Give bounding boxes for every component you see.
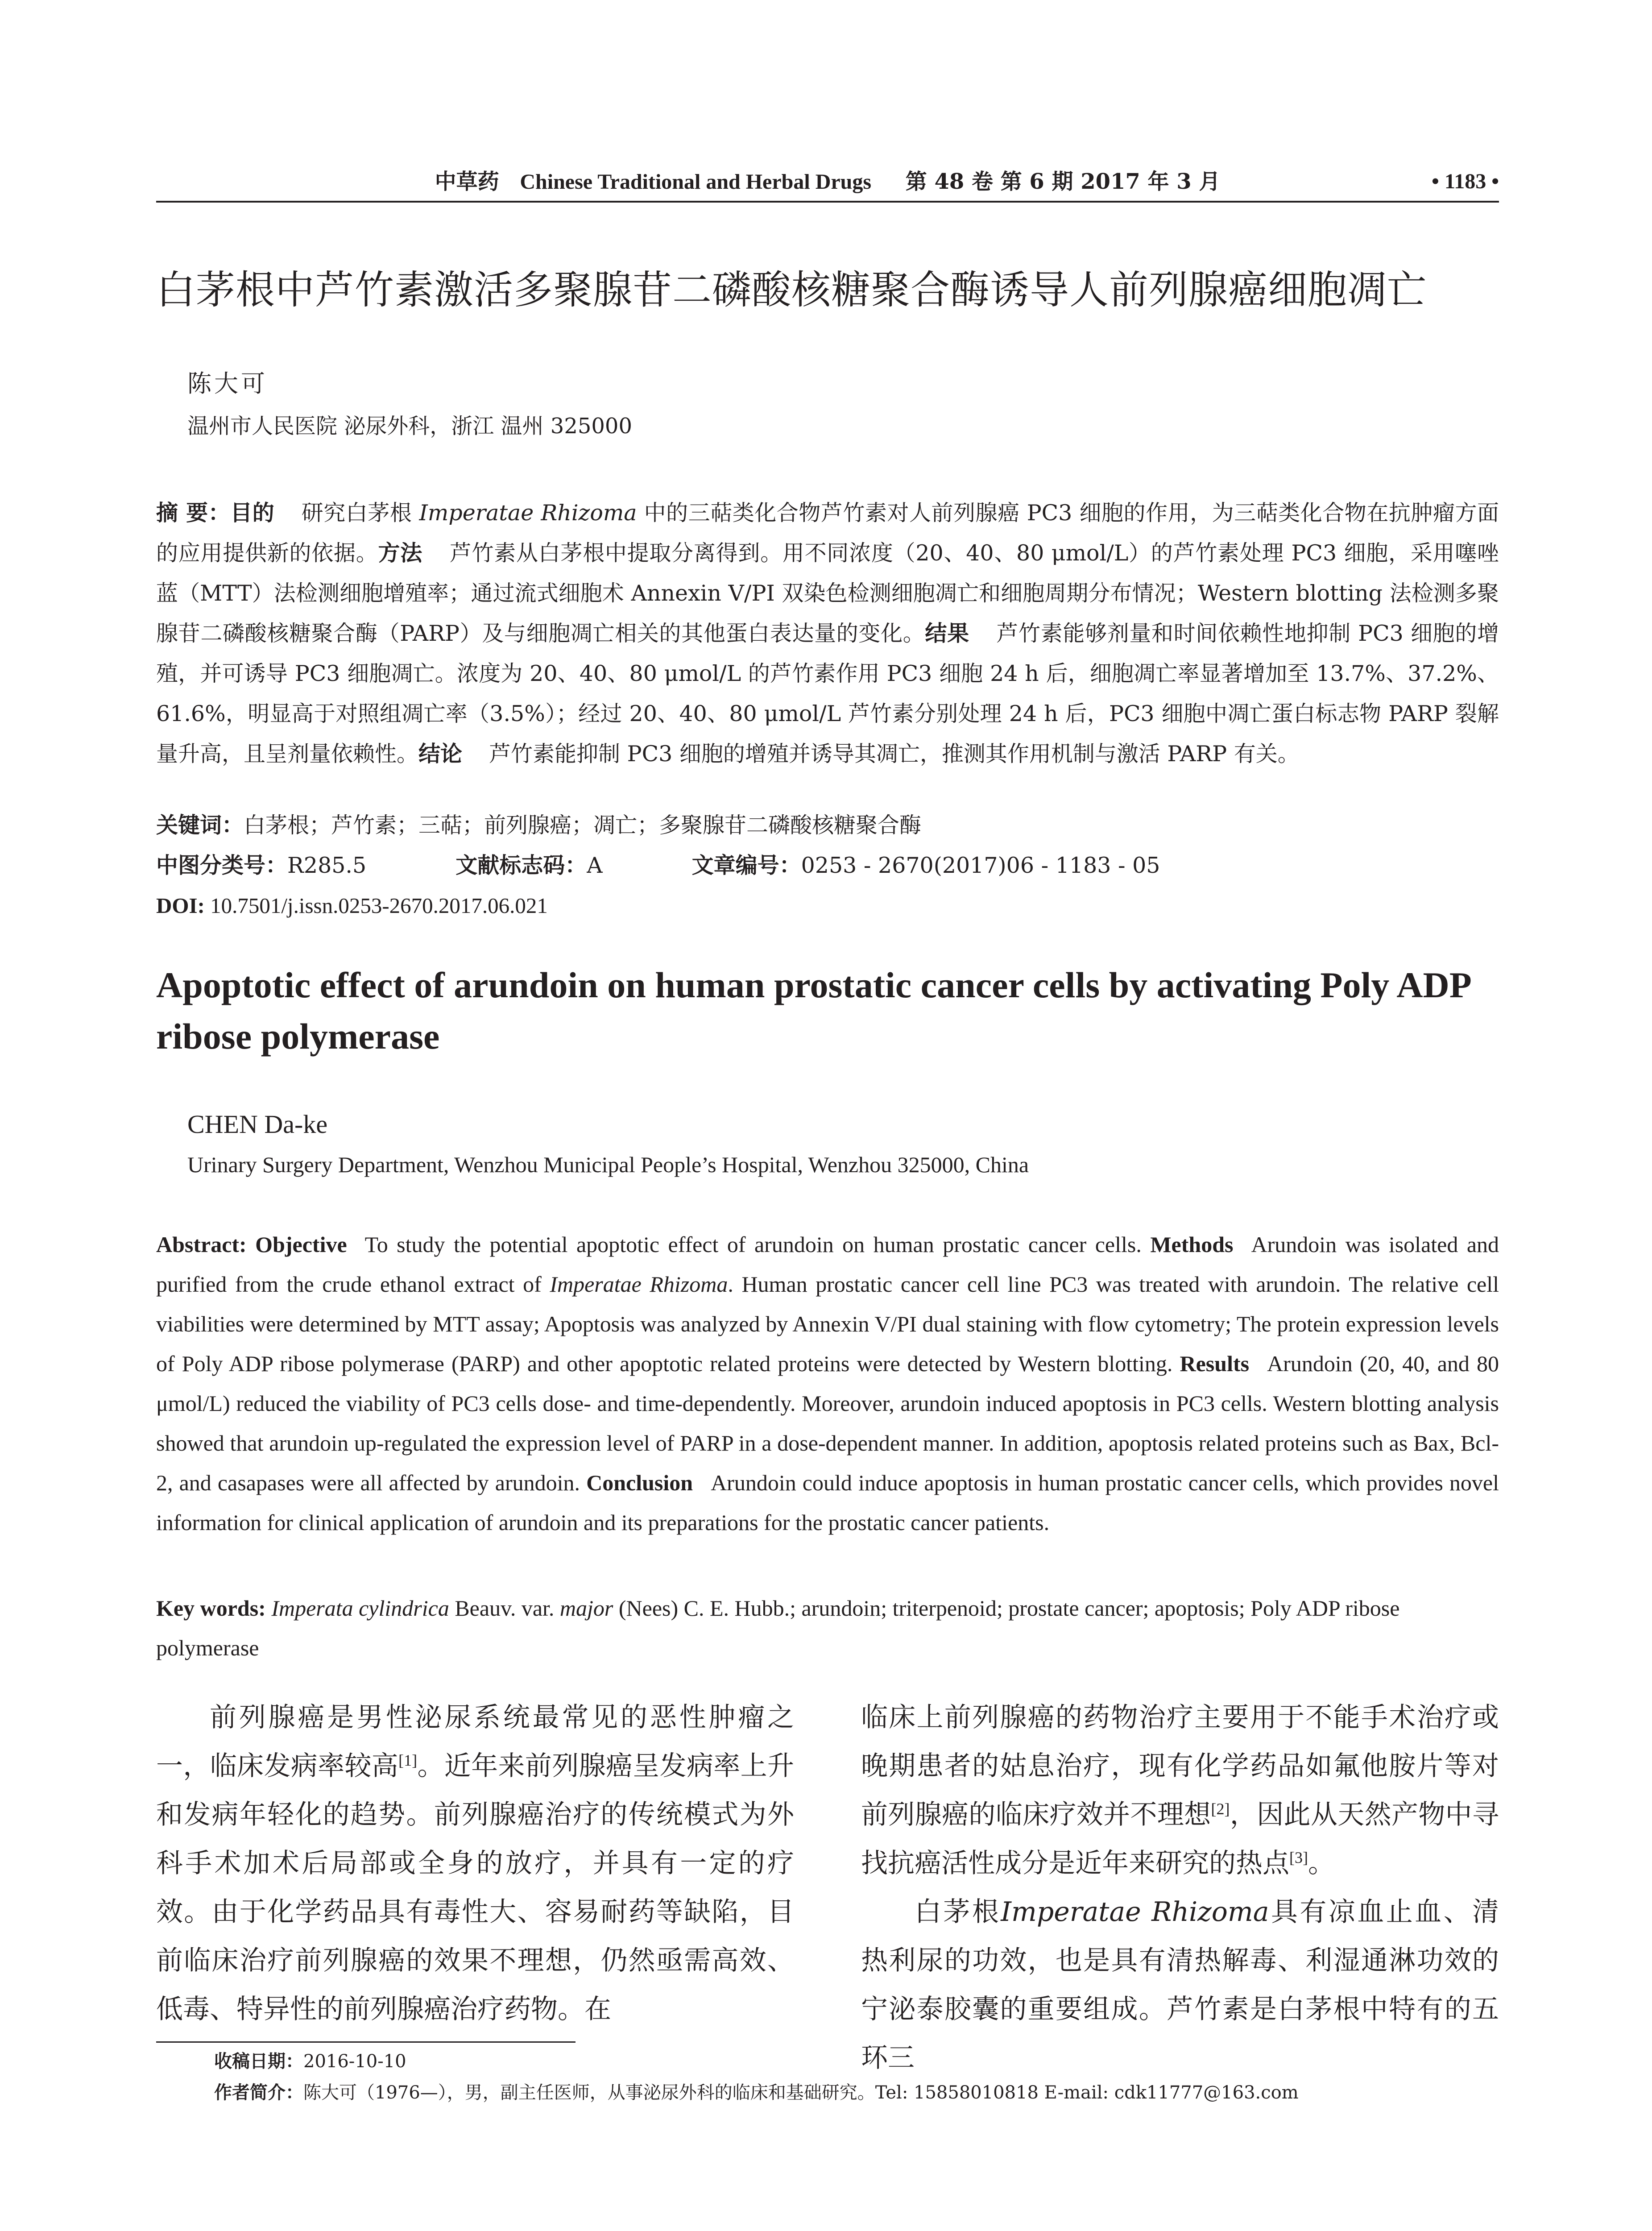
citation-ref[interactable]: [1] — [398, 1751, 418, 1769]
author-cn: 陈大可 — [187, 369, 268, 398]
keywords-cn-label: 关键词： — [156, 813, 244, 838]
received-label: 收稿日期： — [214, 2051, 303, 2072]
keywords-en-text: (Nees) C. E. Hubb.; arundoin; triterpenoid; prostate cancer; apoptosis; Poly ADP ribose polymerase — [156, 1596, 1400, 1660]
classification-line — [156, 848, 1499, 883]
journal-name-cn: 中草药 — [435, 169, 499, 194]
article-number-label: 文章编号： — [691, 853, 801, 878]
keywords-en-var: major — [559, 1596, 613, 1621]
abstract-cn-conclusion-text: 芦竹素能抑制 PC3 细胞的增殖并诱导其凋亡，推测其作用机制与激活 PARP 有关。 — [489, 741, 1300, 767]
author-en: CHEN Da-ke — [187, 1110, 328, 1139]
running-header — [156, 166, 1499, 197]
doi-label: DOI: — [156, 893, 205, 918]
body-right-c: 。 — [1308, 1848, 1335, 1879]
abstract-cn-results-text: 芦竹素能够剂量和时间依赖性地抑制 PC3 细胞的增殖，并可诱导 PC3 细胞凋亡。浓度为 20、40、80 μmol/L 的芦竹素作用 PC3 细胞 24 h 后，细胞凋亡率显著增加至 13.7%、37.2%、61.6%，明显高于对照组凋亡率（3.5%）；经过 20、40、80 μmol/L 芦竹素分别处理 24 h 后，PC3 细胞中凋亡蛋白标志物 PARP 裂解量升高，且呈剂量依赖性。 — [156, 621, 1499, 767]
abstract-cn-results-label: 结果 — [925, 621, 969, 646]
title-en: Apoptotic effect of arundoin on human prostatic cancer cells by activating Poly ADP ribose polymerase — [156, 965, 1470, 1057]
page-number: • 1183 • — [1432, 170, 1499, 193]
citation-ref[interactable]: [3] — [1289, 1849, 1308, 1866]
abstract-cn-conclusion-label: 结论 — [418, 741, 463, 767]
abstract-en-conclusion-text: Arundoin could induce apoptosis in human prostatic cancer cells, which provides novel information for clinical application of arundoin and its preparations for the prostatic cancer patients. — [156, 1470, 1499, 1535]
abstract-cn-objective-b: 中的三萜类化合物芦竹素对人前列腺癌 PC3 细胞的作用，为三萜类化合物在抗肿瘤方面的应用提供新的依据。 — [156, 500, 1499, 566]
keywords-en-mid: Beauv. var. — [455, 1596, 555, 1621]
body-right-p2-latin: Imperatae Rhizoma — [1001, 1896, 1269, 1928]
body-paragraph — [156, 1693, 794, 2034]
affiliation-cn: 温州市人民医院 泌尿外科，浙江 温州 325000 — [187, 414, 633, 439]
keywords-en-latin: Imperata cylindrica — [271, 1596, 449, 1621]
abstract-cn-objective-a: 研究白茅根 — [301, 500, 412, 526]
abstract-en-methods-latin: Imperatae Rhizoma — [550, 1272, 728, 1297]
footnote-rule — [156, 2041, 576, 2043]
abstract-cn-methods-text: 芦竹素从白茅根中提取分离得到。用不同浓度（20、40、80 μmol/L）的芦竹素处理 PC3 细胞，采用噻唑蓝（MTT）法检测细胞增殖率；通过流式细胞术 Annexin V/PI 双染色检测细胞凋亡和细胞周期分布情况；Western blotting 法检测多聚腺苷二磷酸核糖聚合酶（PARP）及与细胞凋亡相关的其他蛋白表达量的变化。 — [156, 540, 1499, 646]
abstract-cn — [156, 493, 1499, 774]
abstract-en-conclusion-label: Conclusion — [586, 1470, 693, 1495]
keywords-cn-text: 白茅根；芦竹素；三萜；前列腺癌；凋亡；多聚腺苷二磷酸核糖聚合酶 — [244, 813, 922, 838]
running-header-journal — [156, 166, 1499, 198]
abstract-en-methods-b: . Human prostatic cancer cell line PC3 was treated with arundoin. The relative cell viabilities were determined by MTT assay; Apoptosis was analyzed by Annexin V/PI dual staining with flow cytometry; The protein expression levels of Poly ADP ribose polymerase (PARP) and other apoptotic related proteins were detected by Western blotting. — [156, 1272, 1499, 1376]
author-bio-value: 陈大可（1976—），男，副主任医师，从事泌尿外科的临床和基础研究。Tel: 15858010818 E-mail: cdk11777@163.com — [303, 2082, 1299, 2103]
body-left-a: 前列腺癌是男性泌尿系统最常见的恶性肿瘤之一，临床发病率较高 — [156, 1702, 794, 1782]
keywords-en-label: Key words: — [156, 1596, 266, 1621]
footnote-received — [214, 2048, 1499, 2075]
body-paragraph — [861, 1693, 1499, 1888]
received-value: 2016-10-10 — [303, 2051, 406, 2072]
clc-label: 中图分类号： — [156, 853, 288, 878]
abstract-cn-objective-latin: Imperatae Rhizoma — [419, 500, 637, 526]
journal-name-en: Chinese Traditional and Herbal Drugs — [520, 170, 872, 194]
doi-line — [156, 888, 1499, 924]
keywords-en — [156, 1588, 1499, 1668]
affiliation-en: Urinary Surgery Department, Wenzhou Municipal People’s Hospital, Wenzhou 325000, China — [187, 1152, 1029, 1177]
author-bio-label: 作者简介： — [214, 2082, 303, 2103]
body-right-b: ，因此从天然产物中寻找抗癌活性成分是近年来研究的热点 — [861, 1799, 1499, 1879]
doi-value[interactable]: 10.7501/j.issn.0253-2670.2017.06.021 — [210, 893, 548, 918]
abstract-en-objective-label: Abstract: Objective — [156, 1232, 347, 1257]
abstract-cn-objective-label: 目的 — [230, 500, 275, 526]
clc-value: R285.5 — [287, 853, 367, 878]
abstract-en-objective-text: To study the potential apoptotic effect of arundoin on human prostatic cancer cells. — [364, 1232, 1142, 1257]
abstract-en-results-text: Arundoin (20, 40, and 80 μmol/L) reduced the viability of PC3 cells dose- and time-dependently. Moreover, arundoin induced apoptosis in PC3 cells. Western blotting analysis showed that arundoin up-regulated the expression level of PARP in a dose-dependent manner. In addition, apoptosis related proteins such as Bax, Bcl-2, and casapases were all affected by arundoin. — [156, 1351, 1499, 1495]
abstract-en — [156, 1225, 1499, 1543]
body-right-a: 临床上前列腺癌的药物治疗主要用于不能手术治疗或晚期患者的姑息治疗，现有化学药品如氟他胺片等对前列腺癌的临床疗效并不理想 — [861, 1702, 1499, 1830]
title-cn: 白茅根中芦竹素激活多聚腺苷二磷酸核糖聚合酶诱导人前列腺癌细胞凋亡 — [156, 267, 1427, 313]
abstract-cn-methods-label: 方法 — [378, 540, 422, 566]
body-right-p2-a: 白茅根 — [915, 1896, 1001, 1928]
doc-code-value: A — [587, 853, 603, 878]
journal-issue: 第 48 卷 第 6 期 2017 年 3 月 — [905, 169, 1221, 194]
body-column-left — [156, 1693, 794, 2034]
body-right-p2-b: 具有凉血止血、清热利尿的功效，也是具有清热解毒、利湿通淋功效的宁泌泰胶囊的重要组成。芦竹素是白茅根中特有的五环三 — [861, 1896, 1499, 2073]
header-rule — [156, 201, 1499, 203]
footnote-author-bio — [214, 2079, 1499, 2106]
keywords-cn — [156, 808, 1499, 843]
body-left-b: 。近年来前列腺癌呈发病率上升和发病年轻化的趋势。前列腺癌治疗的传统模式为外科手术加术后局部或全身的放疗，并具有一定的疗效。由于化学药品具有毒性大、容易耐药等缺陷，目前临床治疗前列腺癌的效果不理想，仍然亟需高效、低毒、特异性的前列腺癌治疗药物。在 — [156, 1750, 795, 2025]
citation-ref[interactable]: [2] — [1211, 1800, 1230, 1818]
body-column-right — [861, 1693, 1499, 2082]
doc-code-label: 文献标志码： — [455, 853, 587, 878]
article-number-value: 0253 - 2670(2017)06 - 1183 - 05 — [801, 853, 1160, 878]
abstract-en-methods-label: Methods — [1150, 1232, 1234, 1257]
abstract-en-results-label: Results — [1180, 1351, 1250, 1376]
abstract-en-methods-a: Arundoin was isolated and purified from the crude ethanol extract of — [156, 1232, 1499, 1297]
abstract-cn-label: 摘 要： — [156, 500, 231, 526]
